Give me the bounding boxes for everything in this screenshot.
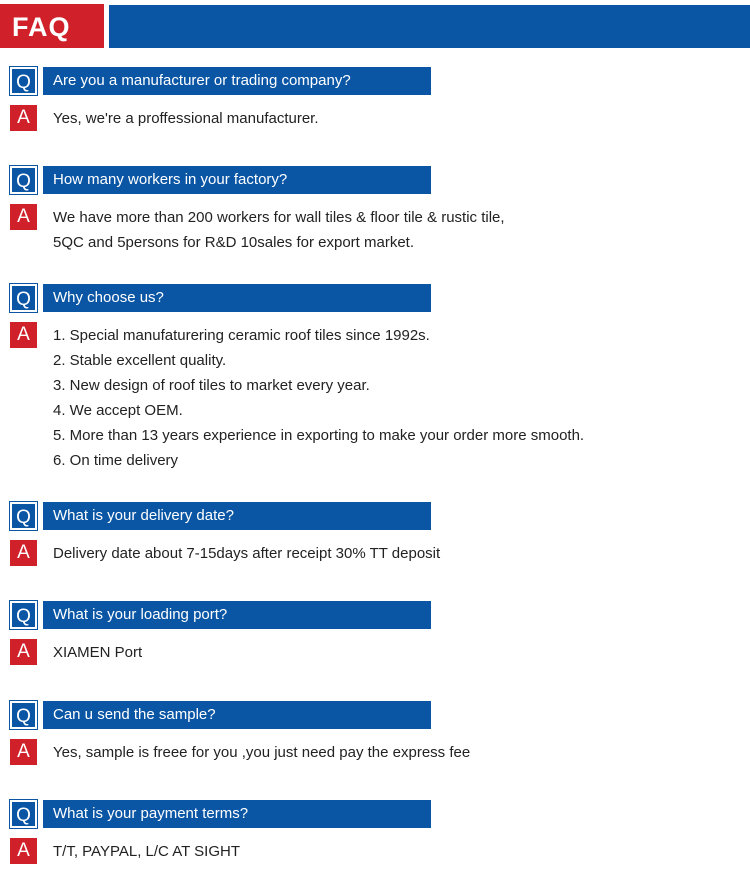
faq-item [10,502,740,566]
answer-text [53,739,740,765]
question-row [10,701,740,729]
answer-row [10,639,740,665]
q-badge: Q [10,701,37,729]
question-row [10,502,740,530]
faq-title: FAQ [2,6,102,46]
answer-row [10,204,740,255]
question-text: Are you a manufacturer or trading company? [43,67,431,95]
answer-text [53,838,740,864]
a-badge: A [10,540,37,566]
answer-line: 5QC and 5persons for R&D 10sales for export market. [53,234,414,251]
answer-line: We have more than 200 workers for wall tiles & floor tile & rustic tile, [53,209,505,226]
answer-row [10,322,740,473]
answer-line: 4. We accept OEM. [53,402,183,419]
answer-line: 3. New design of roof tiles to market every year. [53,377,370,394]
answer-line: Yes, we're a proffessional manufacturer. [53,110,319,127]
faq-header-tag [0,4,104,48]
faq-header-bar [109,5,750,48]
answer-line: 5. More than 13 years experience in exporting to make your order more smooth. [53,427,585,444]
answer-line: XIAMEN Port [53,644,143,661]
question-row [10,67,740,95]
faq-item [10,67,740,131]
question-text: How many workers in your factory? [43,166,431,194]
a-badge: A [10,105,37,131]
faq-item [10,601,740,665]
q-badge: Q [10,601,37,629]
answer-line: T/T, PAYPAL, L/C AT SIGHT [53,843,240,860]
faq-item [10,166,740,255]
answer-row [10,540,740,566]
answer-row [10,739,740,765]
question-text: What is your payment terms? [43,800,431,828]
q-badge: Q [10,800,37,828]
question-row [10,284,740,312]
answer-row [10,838,740,864]
answer-text [53,204,740,255]
faq-item [10,284,740,473]
answer-line: 6. On time delivery [53,452,179,469]
q-badge: Q [10,284,37,312]
question-row [10,601,740,629]
question-text: Can u send the sample? [43,701,431,729]
question-text: What is your delivery date? [43,502,431,530]
answer-line: Yes, sample is freee for you ,you just need pay the express fee [53,744,471,761]
answer-line: Delivery date about 7-15days after receipt 30% TT deposit [53,545,441,562]
question-text: Why choose us? [43,284,431,312]
q-badge: Q [10,67,37,95]
a-badge: A [10,204,37,230]
question-text: What is your loading port? [43,601,431,629]
question-row [10,800,740,828]
answer-row [10,105,740,131]
answer-text [53,322,740,473]
faq-item [10,800,740,864]
answer-text [53,540,740,566]
a-badge: A [10,838,37,864]
a-badge: A [10,322,37,348]
q-badge: Q [10,166,37,194]
question-row [10,166,740,194]
a-badge: A [10,739,37,765]
q-badge: Q [10,502,37,530]
a-badge: A [10,639,37,665]
faq-item [10,701,740,765]
answer-text [53,105,740,131]
answer-line: 2. Stable excellent quality. [53,352,227,369]
answer-text [53,639,740,665]
answer-line: 1. Special manufaturering ceramic roof tiles since 1992s. [53,327,430,344]
